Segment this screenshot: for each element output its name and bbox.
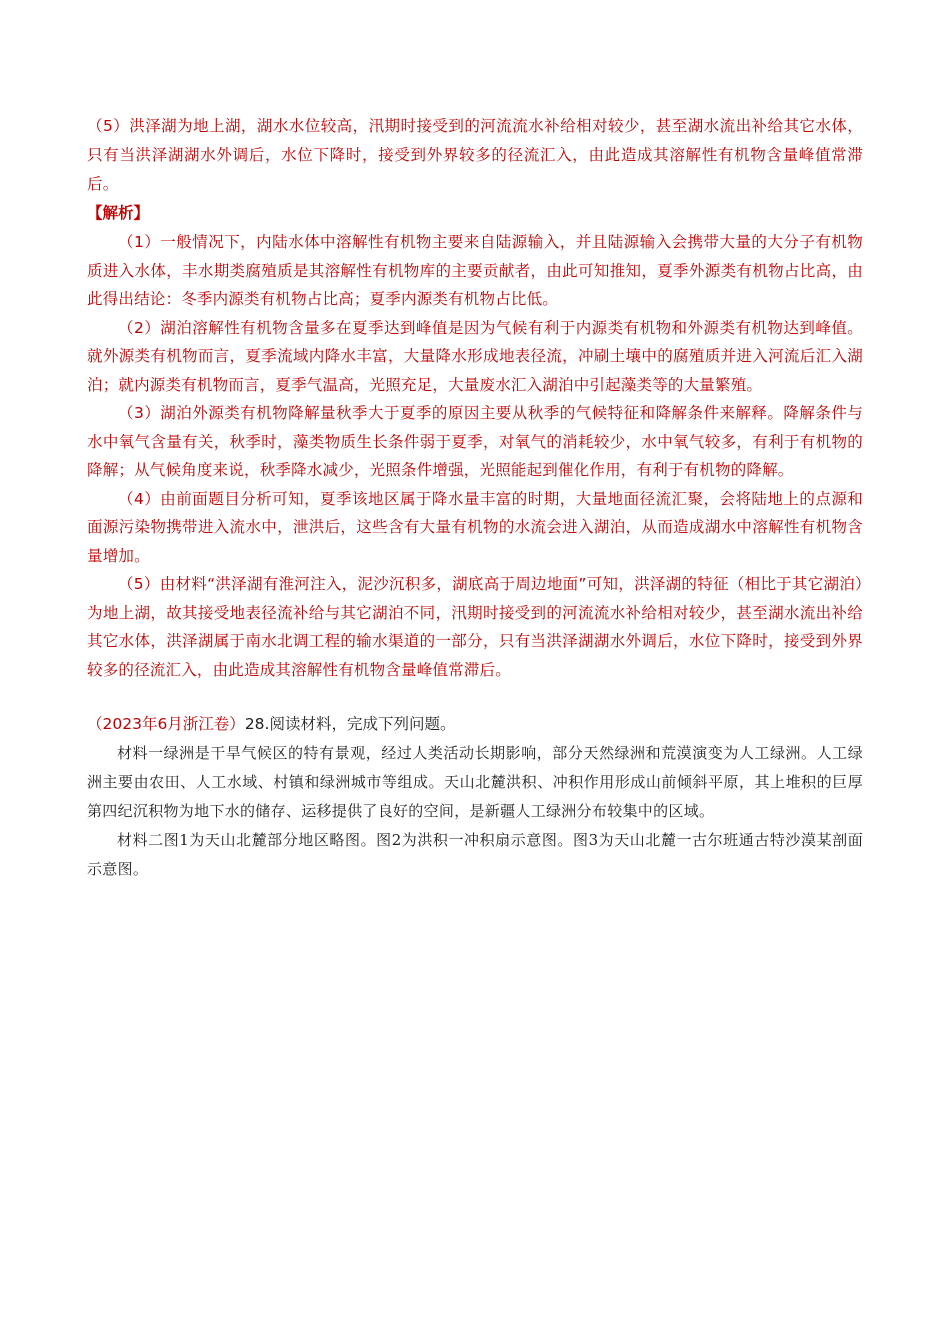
question-title: 28.阅读材料，完成下列问题。 — [244, 715, 456, 733]
question-heading — [87, 710, 863, 739]
analysis-paragraph-2: （2）湖泊溶解性有机物含量多在夏季达到峰值是因为气候有利于内源类有机物和外源类有机物达到峰值。就外源类有机物而言，夏季流域内降水丰富，大量降水形成地表径流，冲刷土壤中的腐殖质并进入河流后汇入湖泊；就内源类有机物而言，夏季气温高，光照充足，大量废水汇入湖泊中引起藻类等的大量繁殖。 — [87, 318, 863, 394]
analysis-paragraph-1: （1）一般情况下，内陆水体中溶解性有机物主要来自陆源输入，并且陆源输入会携带大量的大分子有机物质进入水体，丰水期类腐殖质是其溶解性有机物库的主要贡献者，由此可知推知，夏季外源类有机物占比高，由此得出结论：冬季内源类有机物占比高；夏季内源类有机物占比低。 — [87, 233, 863, 308]
analysis-paragraph-5: （5）由材料“洪泽湖有淮河注入，泥沙沉积多，湖底高于周边地面”可知，洪泽湖的特征（相比于其它湖泊）为地上湖，故其接受地表径流补给与其它湖泊不同，汛期时接受到的河流流水补给相对较少，甚至湖水流出补给其它水体，洪泽湖属于南水北调工程的输水渠道的一部分，只有当洪泽湖湖水外调后，水位下降时，接受到外界较多的径流汇入，由此造成其溶解性有机物含量峰值常滞后。 — [87, 575, 863, 679]
material-one: 材料一绿洲是干旱气候区的特有景观，经过人类活动长期影响，部分天然绿洲和荒漠演变为人工绿洲。人工绿洲主要由农田、人工水域、村镇和绿洲城市等组成。天山北麓洪积、冲积作用形成山前倾斜平原，其上堆积的巨厚第四纪沉积物为地下水的储存、运移提供了良好的空间，是新疆人工绿洲分布较集中的区域。 — [87, 744, 863, 820]
analysis-section — [87, 199, 863, 684]
question-28 — [87, 710, 863, 884]
analysis-label: 【解析】 — [87, 204, 150, 222]
analysis-paragraph-3: （3）湖泊外源类有机物降解量秋季大于夏季的原因主要从秋季的气候特征和降解条件来解释。降解条件与水中氧气含量有关，秋季时，藻类物质生长条件弱于夏季，对氧气的消耗较少，水中氧气较多，有利于有机物的降解；从气候角度来说，秋季降水减少，光照条件增强，光照能起到催化作用，有利于有机物的降解。 — [87, 404, 863, 479]
answer-5-text: （5）洪泽湖为地上湖，湖水水位较高，汛期时接受到的河流流水补给相对较少，甚至湖水流出补给其它水体，只有当洪泽湖湖水外调后，水位下降时，接受到外界较多的径流汇入，由此造成其溶解性有机物含量峰值常滞后。 — [87, 117, 863, 193]
material-two: 材料二图1为天山北麓部分地区略图。图2为洪积一冲积扇示意图。图3为天山北麓一古尔班通古特沙漠某剖面示意图。 — [87, 831, 863, 878]
question-source: （2023年6月浙江卷） — [87, 715, 245, 733]
analysis-paragraph-4: （4）由前面题目分析可知，夏季该地区属于降水量丰富的时期，大量地面径流汇聚，会将陆地上的点源和面源污染物携带进入流水中，泄洪后，这些含有大量有机物的水流会进入湖泊，从而造成湖水中溶解性有机物含量增加。 — [87, 489, 863, 565]
document-page — [87, 112, 863, 884]
